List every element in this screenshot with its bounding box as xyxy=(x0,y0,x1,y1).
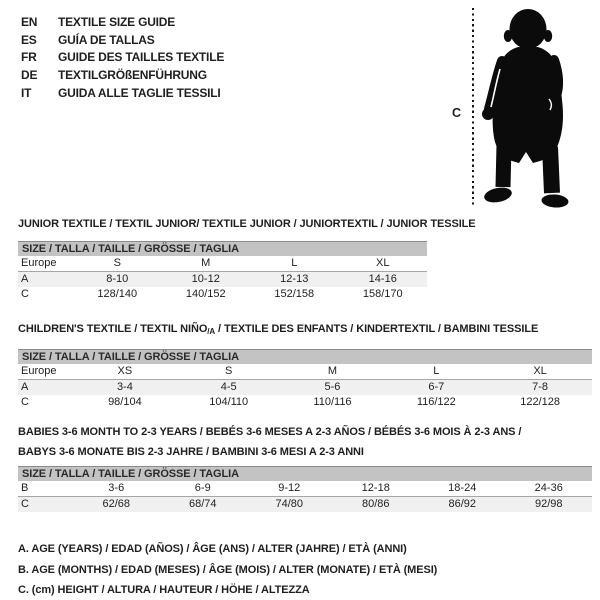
row-value-cell: L xyxy=(433,365,440,377)
table-title-line xyxy=(18,443,592,463)
table-row xyxy=(18,497,592,513)
row-value-cell: 3-4 xyxy=(116,380,133,393)
row-value-cell: 3-6 xyxy=(108,482,125,494)
row-value-cell: 10-12 xyxy=(191,272,220,285)
row-value-cell: 116/122 xyxy=(416,396,456,409)
row-value-cell: 12-18 xyxy=(361,482,390,494)
junior-table-section xyxy=(18,217,476,303)
row-value-cell: 5-6 xyxy=(324,380,341,393)
baby-silhouette-icon xyxy=(478,3,600,211)
size-header-bar: SIZE / TALLA / TAILLE / GRÖSSE / TAGLIA xyxy=(18,349,592,364)
row-value-cell: L xyxy=(291,257,298,269)
row-value-cell: 98/104 xyxy=(108,396,142,409)
table-title-line xyxy=(18,423,592,443)
row-value-cell: 122/128 xyxy=(520,396,560,409)
language-label: GUIDE DES TAILLES TEXTILE xyxy=(58,50,225,65)
row-value-cell: S xyxy=(113,257,121,269)
language-row xyxy=(21,84,224,102)
row-value-cell: XS xyxy=(117,365,133,377)
table-rows xyxy=(18,481,592,512)
legend xyxy=(18,539,437,600)
size-header-bar: SIZE / TALLA / TAILLE / GRÖSSE / TAGLIA xyxy=(18,466,592,481)
row-value-cell: 6-7 xyxy=(428,380,445,393)
row-value-cell: 92/98 xyxy=(534,497,563,510)
table-title-line xyxy=(18,322,592,339)
table-row xyxy=(18,272,427,288)
row-value-cell: 6-9 xyxy=(194,482,211,494)
row-value-cell: 110/116 xyxy=(313,396,352,409)
row-value-cell: 140/152 xyxy=(185,288,226,301)
table-row xyxy=(18,364,592,380)
table-title-line xyxy=(18,217,476,231)
table-row xyxy=(18,395,592,411)
babies-table-section xyxy=(18,423,592,512)
row-value-cell: 158/170 xyxy=(362,288,403,301)
row-label-cell: Europe xyxy=(21,365,57,377)
table-title xyxy=(18,322,592,339)
title-segment: BABYS 3-6 MONATE BIS 2-3 JAHRE / BAMBINI 3-6 MESI A 2-3 ANNI xyxy=(18,445,364,458)
table-title xyxy=(18,217,476,231)
row-value-cell: 86/92 xyxy=(448,497,477,510)
title-segment: JUNIOR TEXTILE / TEXTIL JUNIOR/ TEXTILE JUNIOR / JUNIORTEXTIL / JUNIOR TESSILE xyxy=(18,218,476,230)
row-value-cell: 128/140 xyxy=(97,288,138,301)
row-value-cell: 24-36 xyxy=(534,482,563,494)
row-value-cell: 152/158 xyxy=(274,288,315,301)
title-segment: / TEXTILE DES ENFANTS / KINDERTEXTIL / BAMBINI TESSILE xyxy=(215,323,539,335)
language-row xyxy=(21,49,224,67)
title-segment: CHILDREN'S TEXTILE / TEXTIL NIÑO xyxy=(18,323,208,335)
row-value-cell: XL xyxy=(376,257,390,269)
row-value-cell: S xyxy=(225,365,233,377)
row-value-cell: 14-16 xyxy=(368,272,397,285)
row-value-cell: XL xyxy=(533,365,547,377)
language-row xyxy=(21,66,224,84)
legend-line: B. AGE (MONTHS) / EDAD (MESES) / ÂGE (MOIS) / ALTER (MONATE) / ETÀ (MESI) xyxy=(18,563,438,576)
language-label: TEXTILE SIZE GUIDE xyxy=(58,14,176,29)
title-segment: /A xyxy=(207,327,216,336)
legend-line: A. AGE (YEARS) / EDAD (AÑOS) / ÂGE (ANS) / ALTER (JAHRE) / ETÀ (ANNI) xyxy=(18,543,407,555)
language-label: GUIDA ALLE TAGLIE TESSILI xyxy=(58,86,221,101)
row-value-cell: M xyxy=(201,257,211,269)
row-value-cell: 9-12 xyxy=(278,482,301,494)
row-value-cell: 12-13 xyxy=(280,272,309,285)
language-code: IT xyxy=(21,86,32,101)
row-value-cell: 80/86 xyxy=(361,497,390,510)
row-label-cell: B xyxy=(21,482,29,494)
row-value-cell: 74/80 xyxy=(275,497,304,510)
table-row xyxy=(18,380,592,396)
row-value-cell: 7-8 xyxy=(532,380,549,393)
table-row xyxy=(18,481,592,497)
language-row xyxy=(21,31,224,49)
table-title xyxy=(18,423,592,462)
height-label-c: C xyxy=(452,106,462,120)
row-value-cell: 104/110 xyxy=(209,396,249,409)
row-value-cell: 18-24 xyxy=(448,482,477,494)
row-label-cell: A xyxy=(21,380,29,393)
language-code: FR xyxy=(21,50,37,65)
language-row xyxy=(21,13,224,31)
table-row xyxy=(18,256,427,272)
height-dotted-line xyxy=(472,8,474,206)
row-label-cell: A xyxy=(21,272,29,285)
row-label-cell: Europe xyxy=(21,257,57,269)
table-rows xyxy=(18,256,427,303)
title-segment: BABIES 3-6 MONTH TO 2-3 YEARS / BEBÉS 3-6 MESES A 2-3 AÑOS / BÉBÉS 3-6 MOIS À 2-3 ANS / xyxy=(18,426,522,438)
language-label: TEXTILGRÖßENFÜHRUNG xyxy=(58,68,207,83)
language-code: ES xyxy=(21,32,37,47)
row-value-cell: 68/74 xyxy=(188,497,217,510)
language-label: GUÍA DE TALLAS xyxy=(58,32,155,47)
language-code: DE xyxy=(21,68,38,83)
row-value-cell: M xyxy=(327,365,338,377)
row-label-cell: C xyxy=(21,288,29,301)
table-row xyxy=(18,287,427,303)
table-rows xyxy=(18,364,592,411)
row-value-cell: 62/68 xyxy=(102,497,131,510)
language-code: EN xyxy=(21,14,38,29)
childrens-table-section xyxy=(18,322,592,411)
size-header-bar: SIZE / TALLA / TAILLE / GRÖSSE / TAGLIA xyxy=(18,241,427,256)
row-label-cell: C xyxy=(21,497,29,510)
language-header xyxy=(21,13,224,102)
row-value-cell: 4-5 xyxy=(220,380,237,393)
row-label-cell: C xyxy=(21,396,29,409)
legend-line: C. (cm) HEIGHT / ALTURA / HAUTEUR / HÖHE / ALTEZZA xyxy=(18,584,310,596)
row-value-cell: 8-10 xyxy=(106,272,129,285)
